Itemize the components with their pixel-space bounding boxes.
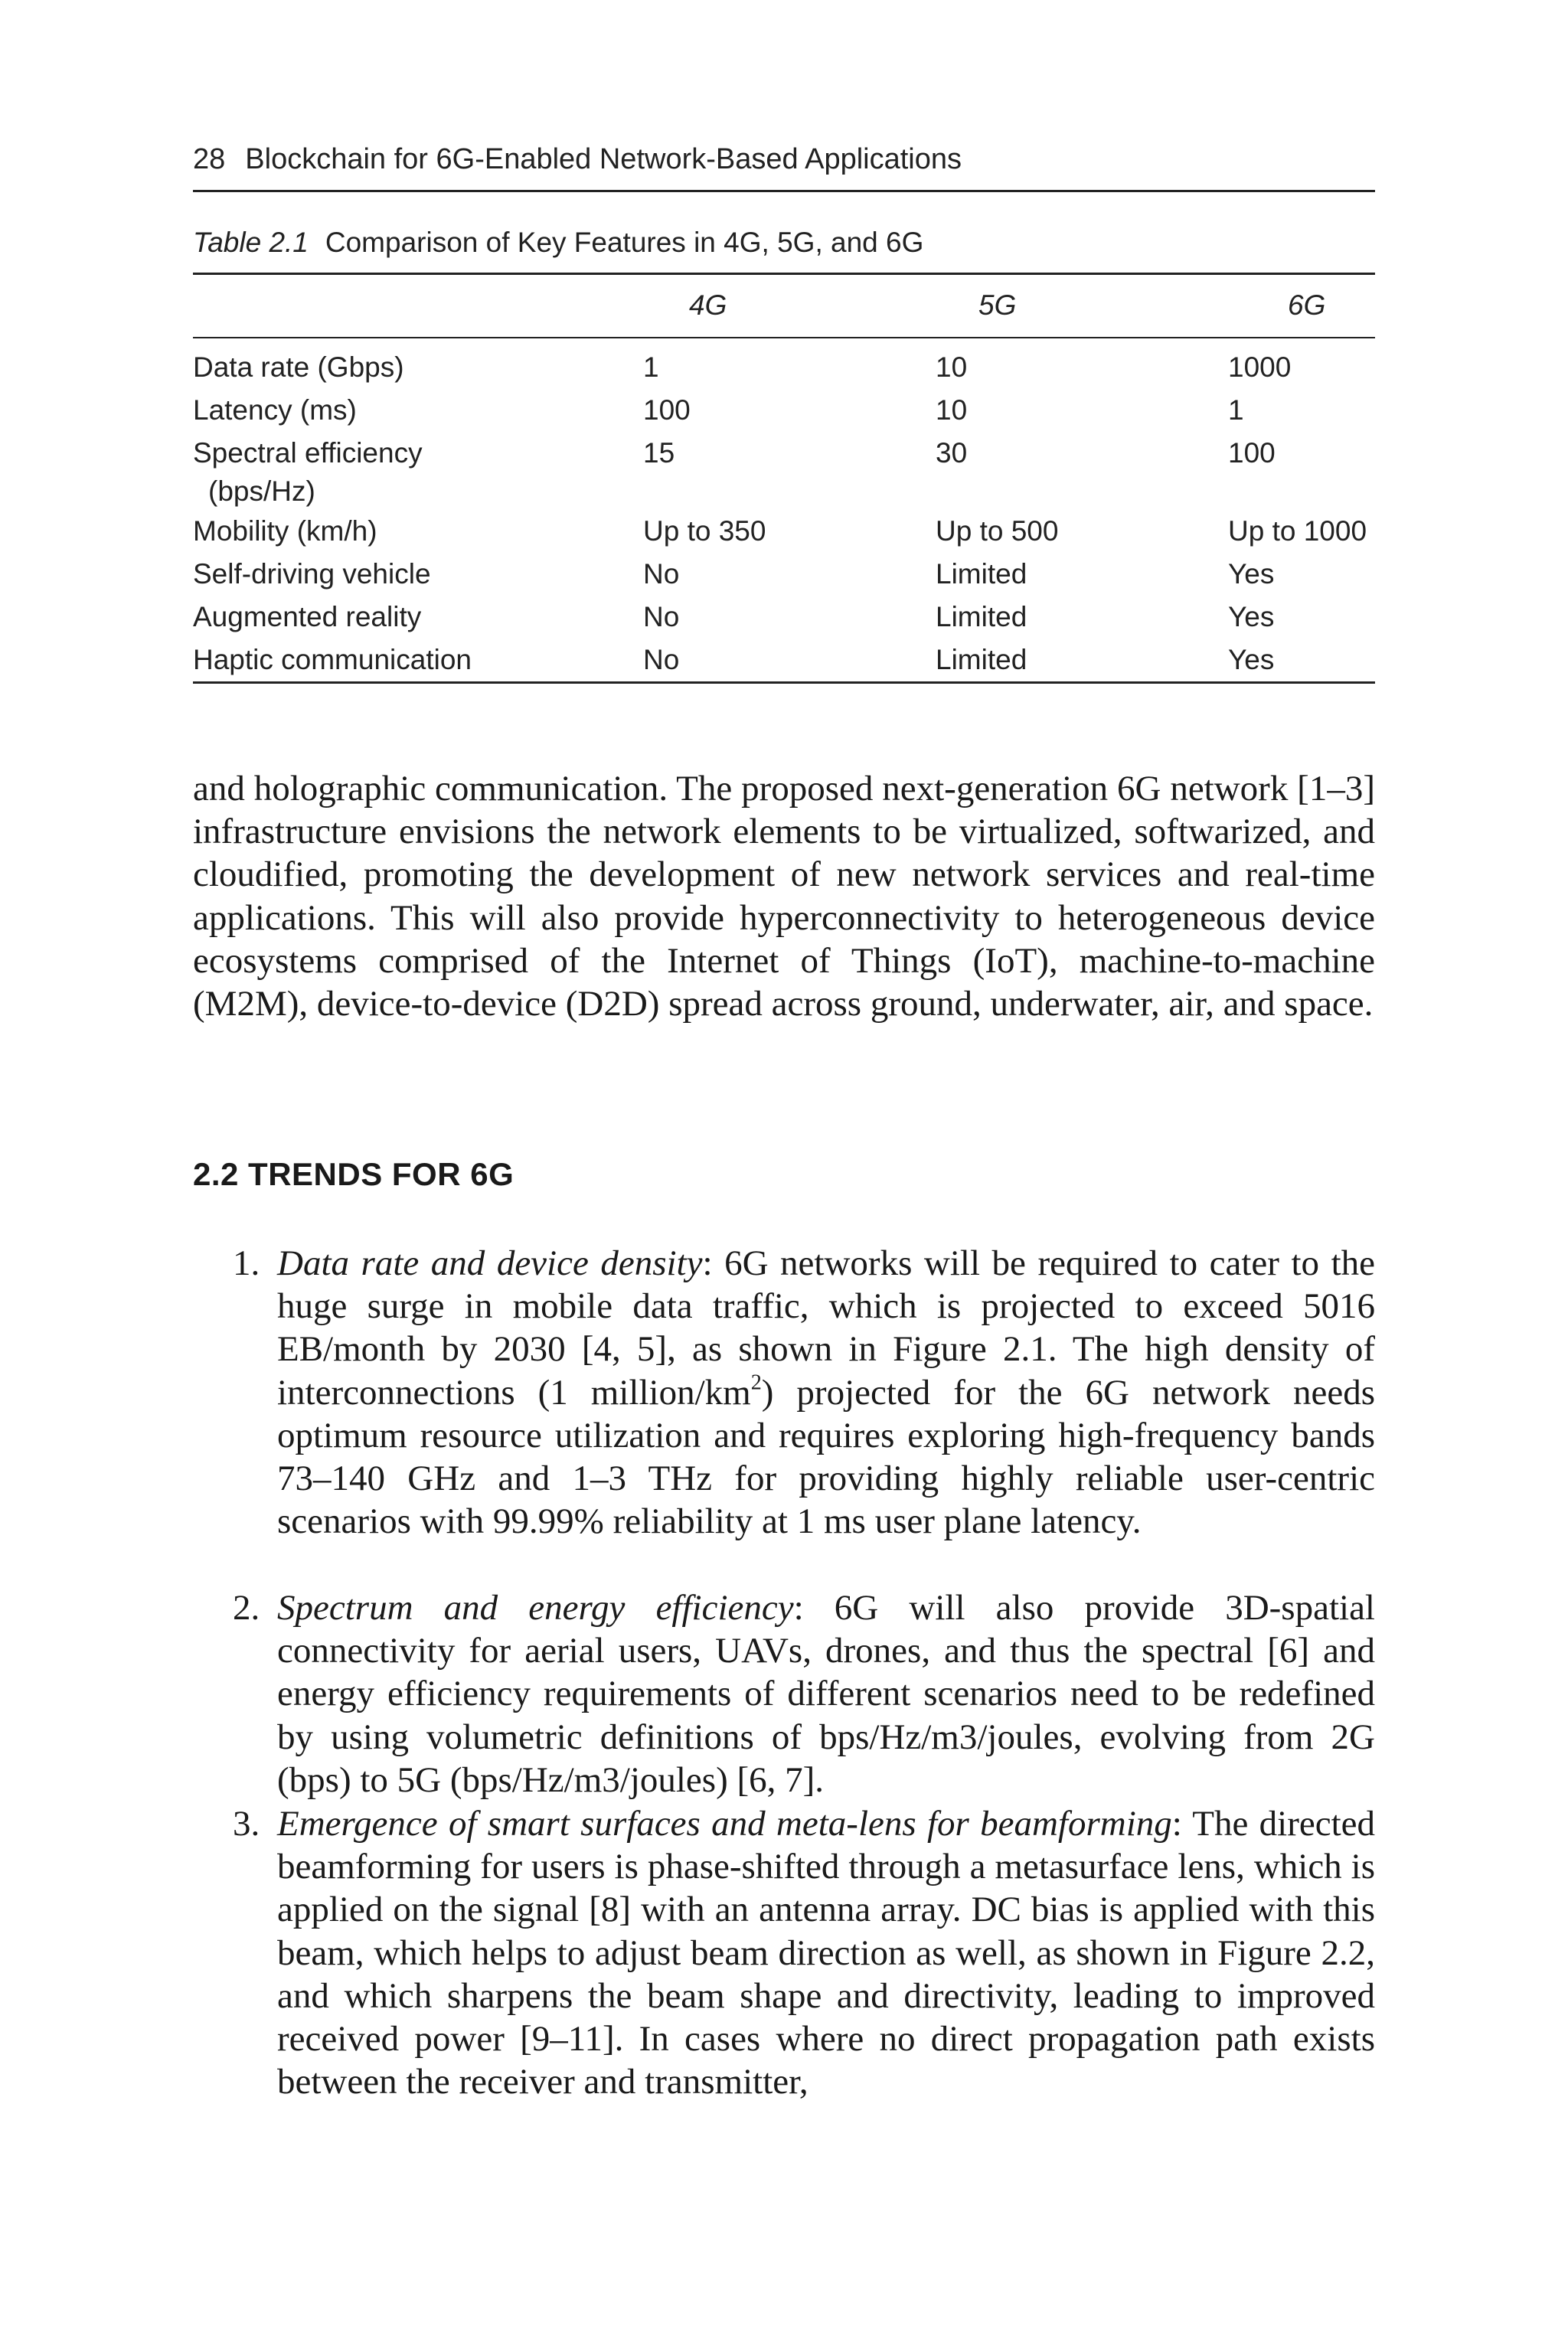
running-head xyxy=(193,141,1375,178)
table-cell-feature: Data rate (Gbps) xyxy=(193,351,404,383)
table-cell-6g: Yes xyxy=(1228,644,1275,675)
list-item-term: Spectrum and energy efficiency xyxy=(277,1588,794,1628)
table-cell-feature-continued: (bps/Hz) xyxy=(208,475,315,507)
table-cell-5g: Limited xyxy=(936,558,1027,590)
table-bottom-rule xyxy=(193,681,1375,684)
table-cell-4g: No xyxy=(643,601,680,632)
table-header-5g: 5G xyxy=(978,289,1017,321)
table-cell-feature: Mobility (km/h) xyxy=(193,515,377,547)
table-header-rule xyxy=(193,337,1375,338)
list-item-term: Data rate and device density xyxy=(277,1243,703,1283)
table-cell-feature: Augmented reality xyxy=(193,601,422,632)
body-paragraph: and holographic communication. The proposed next-generation 6G network [1–3] infrastructure envisions the network elements to be virtualized, softwarized, and cloudified, promoting the development of new network services and real-time applications. This will also provide hyperconnectivity to heterogeneous device ecosystems comprised of the Internet of Things (IoT), machine-to-machine (M2M), device-to-device (D2D) spread across ground, underwater, air, and space. xyxy=(193,769,1375,1024)
table-cell-4g: Up to 350 xyxy=(643,515,766,547)
running-head-title: Blockchain for 6G-Enabled Network-Based Applications xyxy=(245,143,962,175)
table-cell-4g: 15 xyxy=(643,437,675,469)
list-item xyxy=(233,1586,1375,1802)
list-item-term: Emergence of smart surfaces and meta-lens for beamforming xyxy=(277,1804,1172,1844)
list-item-text: : 6G will also provide 3D-spatial connectivity for aerial users, UAVs, drones, and thus the spectral [6] and energy efficiency requirements of different scenarios need to be redefined by using volumetric definitions of bps/Hz/m3/joules, evolving from 2G (bps) to 5G (bps/Hz/m3/joules) [6, 7]. xyxy=(277,1588,1375,1800)
table-cell-5g: 30 xyxy=(936,437,968,469)
table-caption xyxy=(193,225,923,260)
list-item xyxy=(233,1802,1375,2103)
header-rule xyxy=(193,190,1375,192)
table-cell-feature: Latency (ms) xyxy=(193,394,357,426)
table-cell-6g: 1000 xyxy=(1228,351,1292,383)
table-caption-label: Table 2.1 xyxy=(193,227,309,258)
table-cell-4g: 1 xyxy=(643,351,659,383)
superscript: 2 xyxy=(750,1370,762,1394)
table-cell-feature: Spectral efficiency xyxy=(193,437,423,469)
table-cell-6g: 100 xyxy=(1228,437,1276,469)
page-number: 28 xyxy=(193,143,226,175)
list-item-text: : The directed beamforming for users is phase-shifted through a metasurface lens, which is applied on the signal [8] with an antenna array. DC bias is applied with this beam, which helps to adjust beam direction as well, as shown in Figure 2.2, and which sharpens the beam shape and directivity, leading to improved received power [9–11]. In cases where no direct propagation path exists between the receiver and transmitter, xyxy=(277,1804,1375,2102)
table-cell-feature: Self-driving vehicle xyxy=(193,558,431,590)
table-cell-5g: Limited xyxy=(936,644,1027,675)
table-header-6g: 6G xyxy=(1288,289,1326,321)
list-item-number: 2. xyxy=(233,1588,260,1628)
list-item-number: 1. xyxy=(233,1243,260,1283)
table-cell-5g: Up to 500 xyxy=(936,515,1059,547)
table-cell-6g: Up to 1000 xyxy=(1228,515,1367,547)
table-cell-4g: No xyxy=(643,558,680,590)
list-item xyxy=(233,1242,1375,1543)
list-item-number: 3. xyxy=(233,1804,260,1844)
table-cell-5g: 10 xyxy=(936,351,968,383)
table-top-rule xyxy=(193,273,1375,275)
table-cell-6g: Yes xyxy=(1228,601,1275,632)
list-item-text: : 6G networks will be required to cater to the huge surge in mobile data traffic, which is projected to exceed 5016 EB/month by 2030 [4, 5], as shown in Figure 2.1. The high density of interconnections (1 million/km xyxy=(277,1243,1375,1413)
table-caption-text: Comparison of Key Features in 4G, 5G, and 6G xyxy=(325,227,924,258)
table-header-4g: 4G xyxy=(689,289,727,321)
section-heading: 2.2 TRENDS FOR 6G xyxy=(193,1156,514,1192)
table-cell-feature: Haptic communication xyxy=(193,644,472,675)
table-cell-4g: No xyxy=(643,644,680,675)
table-cell-4g: 100 xyxy=(643,394,691,426)
list-item-text-continued: ) projected for the 6G network needs optimum resource utilization and requires exploring high-frequency bands 73–140 GHz and 1–3 THz for providing highly reliable user-centric scenarios with 99.99% reliability at 1 ms user plane latency. xyxy=(277,1372,1375,1542)
table-cell-5g: 10 xyxy=(936,394,968,426)
table-cell-6g: Yes xyxy=(1228,558,1275,590)
table-cell-6g: 1 xyxy=(1228,394,1244,426)
table-cell-5g: Limited xyxy=(936,601,1027,632)
